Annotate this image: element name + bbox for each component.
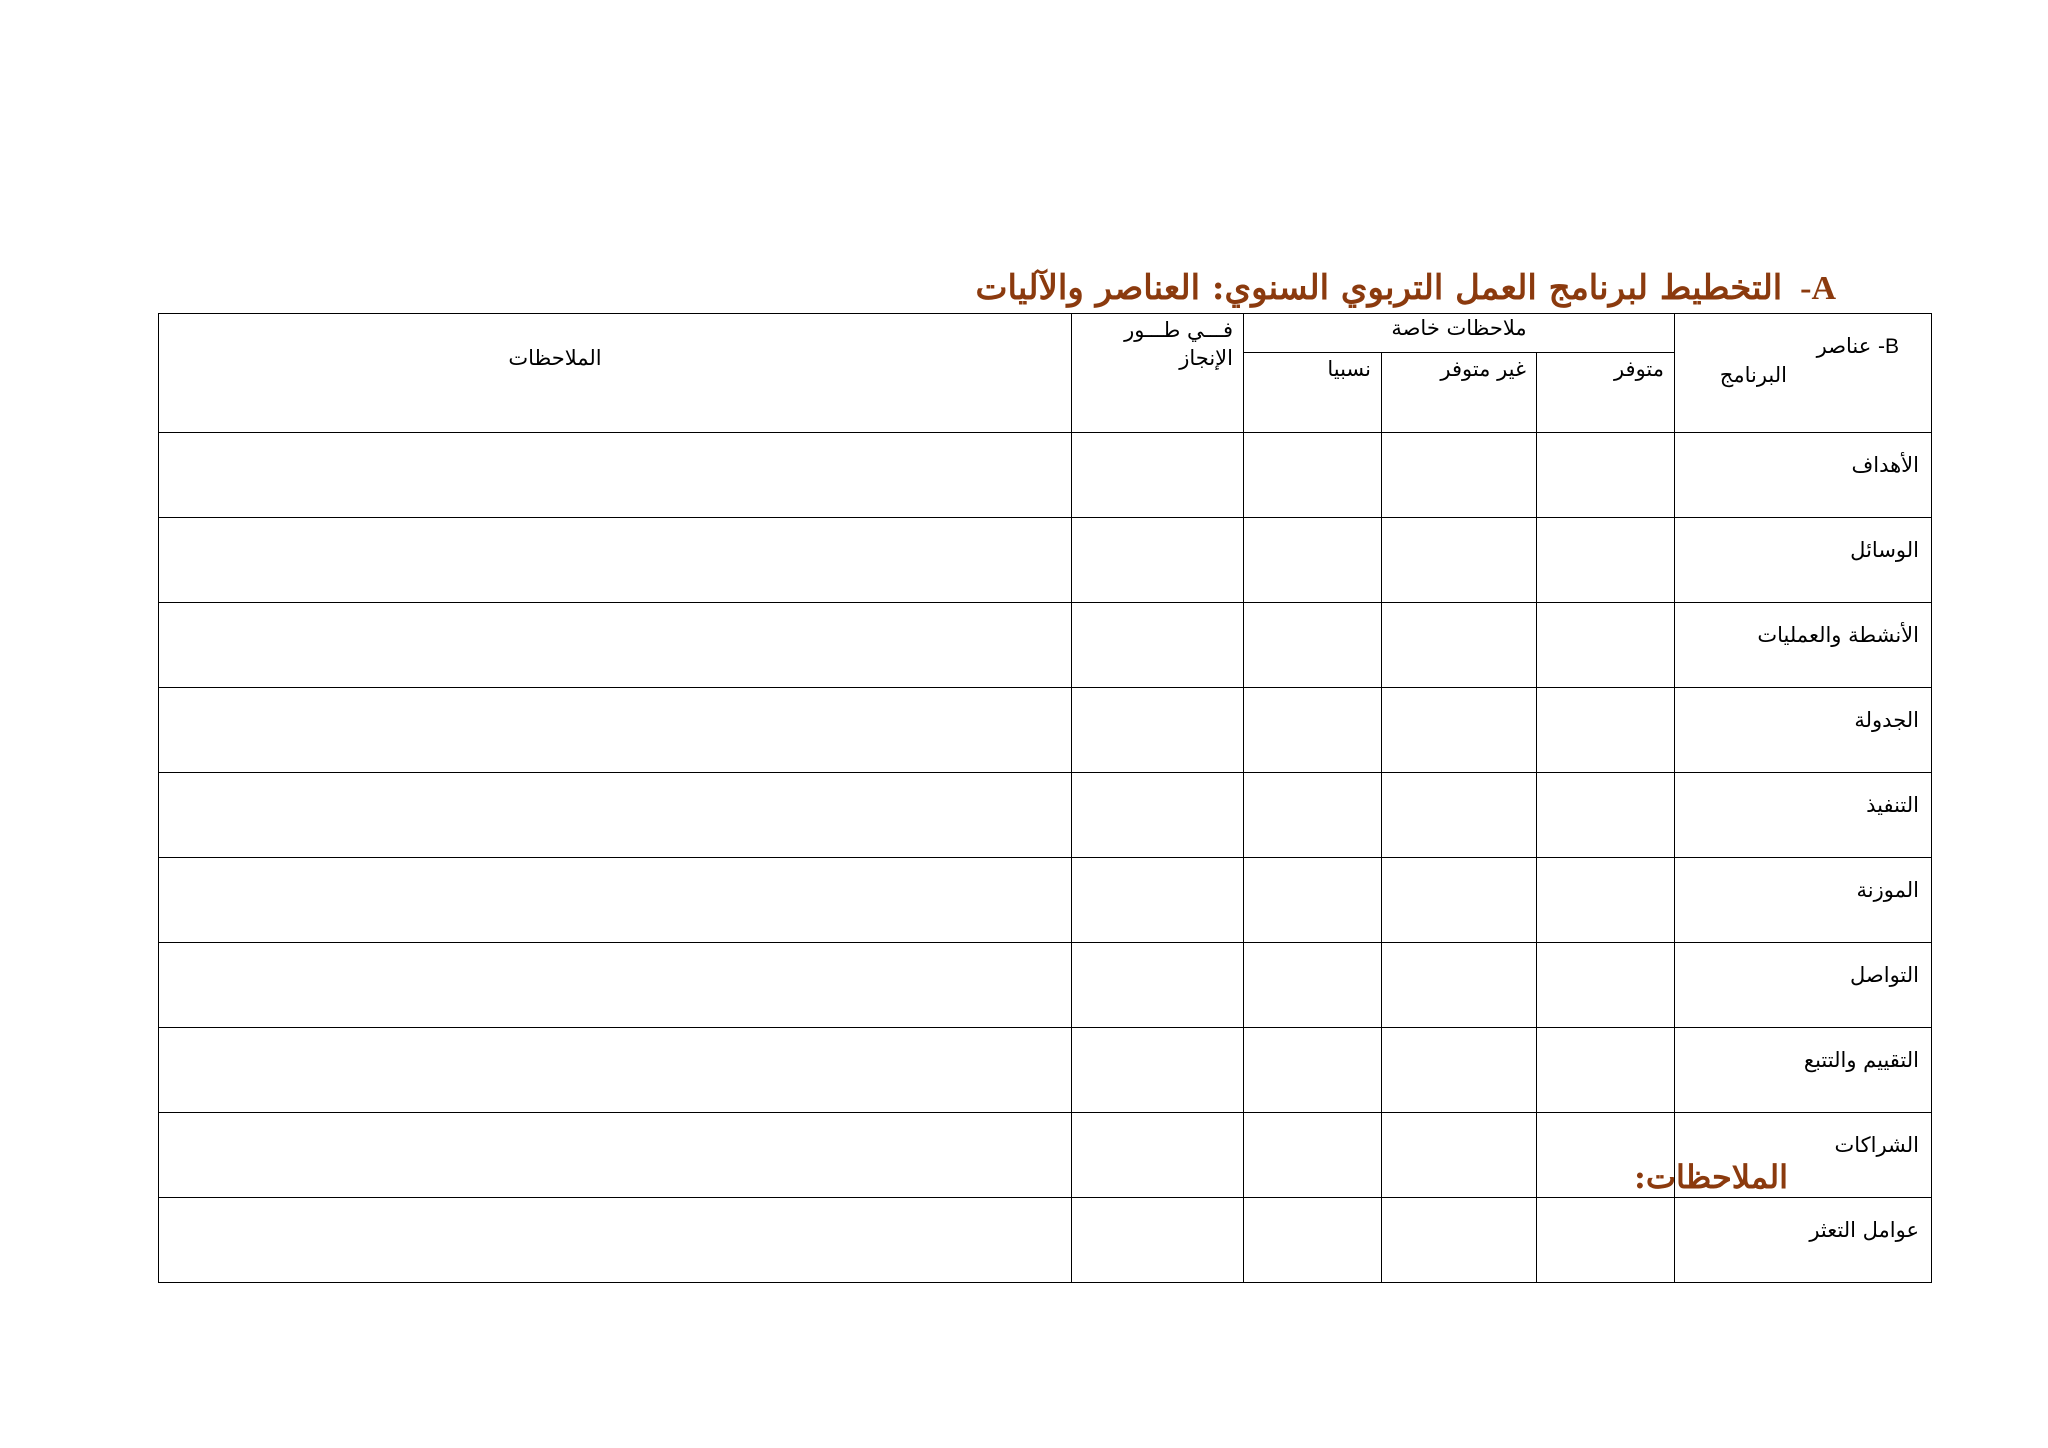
table-header-row xyxy=(159,314,1932,353)
row-label: الشراكات xyxy=(1675,1113,1932,1198)
cell-in-progress xyxy=(1072,1198,1244,1283)
cell-not-available xyxy=(1382,433,1537,518)
cell-in-progress xyxy=(1072,433,1244,518)
cell-not-available xyxy=(1382,603,1537,688)
table-row xyxy=(159,1028,1932,1113)
cell-notes xyxy=(159,1113,1072,1198)
cell-relative xyxy=(1244,433,1382,518)
section-title-text: التخطيط لبرنامج العمل التربوي السنوي: العناصر والآليات xyxy=(975,268,1783,308)
row-label: الأنشطة والعمليات xyxy=(1675,603,1932,688)
header-elements-line2: البرنامج xyxy=(1719,363,1787,387)
cell-in-progress xyxy=(1072,1113,1244,1198)
header-notes: الملاحظات xyxy=(159,314,1072,433)
section-title xyxy=(536,258,1836,319)
cell-available xyxy=(1537,433,1675,518)
table-row xyxy=(159,688,1932,773)
row-label: التنفيذ xyxy=(1675,773,1932,858)
header-elements-marker: B- xyxy=(1877,335,1899,358)
table-row xyxy=(159,858,1932,943)
cell-notes xyxy=(159,773,1072,858)
row-label: عوامل التعثر xyxy=(1675,1198,1932,1283)
row-label: الأهداف xyxy=(1675,433,1932,518)
row-label: الموزنة xyxy=(1675,858,1932,943)
section-title-marker: A- xyxy=(1800,270,1836,307)
cell-relative xyxy=(1244,603,1382,688)
cell-in-progress xyxy=(1072,858,1244,943)
cell-not-available xyxy=(1382,1113,1537,1198)
cell-available xyxy=(1537,688,1675,773)
cell-relative xyxy=(1244,773,1382,858)
cell-in-progress xyxy=(1072,1028,1244,1113)
cell-notes xyxy=(159,858,1072,943)
header-program-elements xyxy=(1675,314,1932,433)
table-row xyxy=(159,943,1932,1028)
cell-available xyxy=(1537,603,1675,688)
cell-not-available xyxy=(1382,773,1537,858)
cell-notes xyxy=(159,518,1072,603)
header-in-progress xyxy=(1072,314,1244,433)
cell-in-progress xyxy=(1072,773,1244,858)
cell-not-available xyxy=(1382,858,1537,943)
cell-in-progress xyxy=(1072,518,1244,603)
header-elements-line1: عناصر xyxy=(1816,334,1872,358)
table-row xyxy=(159,1198,1932,1283)
cell-relative xyxy=(1244,1028,1382,1113)
cell-relative xyxy=(1244,1113,1382,1198)
cell-notes xyxy=(159,943,1072,1028)
table-row xyxy=(159,518,1932,603)
row-label: الجدولة xyxy=(1675,688,1932,773)
row-label: التواصل xyxy=(1675,943,1932,1028)
row-label: الوسائل xyxy=(1675,518,1932,603)
cell-relative xyxy=(1244,858,1382,943)
cell-relative xyxy=(1244,943,1382,1028)
cell-not-available xyxy=(1382,518,1537,603)
header-in-progress-line1: فـــي طـــور xyxy=(1124,318,1233,342)
cell-available xyxy=(1537,773,1675,858)
header-special-notes: ملاحظات خاصة xyxy=(1244,314,1675,353)
row-label: التقييم والتتبع xyxy=(1675,1028,1932,1113)
header-relative: نسبيا xyxy=(1244,352,1382,433)
header-available: متوفر xyxy=(1537,352,1675,433)
notes-heading: الملاحظات: xyxy=(1634,1158,1788,1196)
cell-available xyxy=(1537,943,1675,1028)
cell-notes xyxy=(159,603,1072,688)
cell-available xyxy=(1537,518,1675,603)
cell-not-available xyxy=(1382,1198,1537,1283)
header-not-available: غير متوفر xyxy=(1382,352,1537,433)
table-row xyxy=(159,603,1932,688)
table-row xyxy=(159,773,1932,858)
cell-in-progress xyxy=(1072,688,1244,773)
cell-notes xyxy=(159,1198,1072,1283)
header-in-progress-line2: الإنجاز xyxy=(1179,346,1233,370)
program-elements-table xyxy=(158,313,1932,1283)
cell-notes xyxy=(159,1028,1072,1113)
cell-available xyxy=(1537,1028,1675,1113)
cell-available xyxy=(1537,1198,1675,1283)
cell-not-available xyxy=(1382,943,1537,1028)
table-row xyxy=(159,433,1932,518)
cell-notes xyxy=(159,688,1072,773)
cell-not-available xyxy=(1382,688,1537,773)
cell-relative xyxy=(1244,688,1382,773)
cell-not-available xyxy=(1382,1028,1537,1113)
cell-relative xyxy=(1244,1198,1382,1283)
cell-notes xyxy=(159,433,1072,518)
cell-available xyxy=(1537,858,1675,943)
cell-in-progress xyxy=(1072,943,1244,1028)
cell-relative xyxy=(1244,518,1382,603)
cell-in-progress xyxy=(1072,603,1244,688)
